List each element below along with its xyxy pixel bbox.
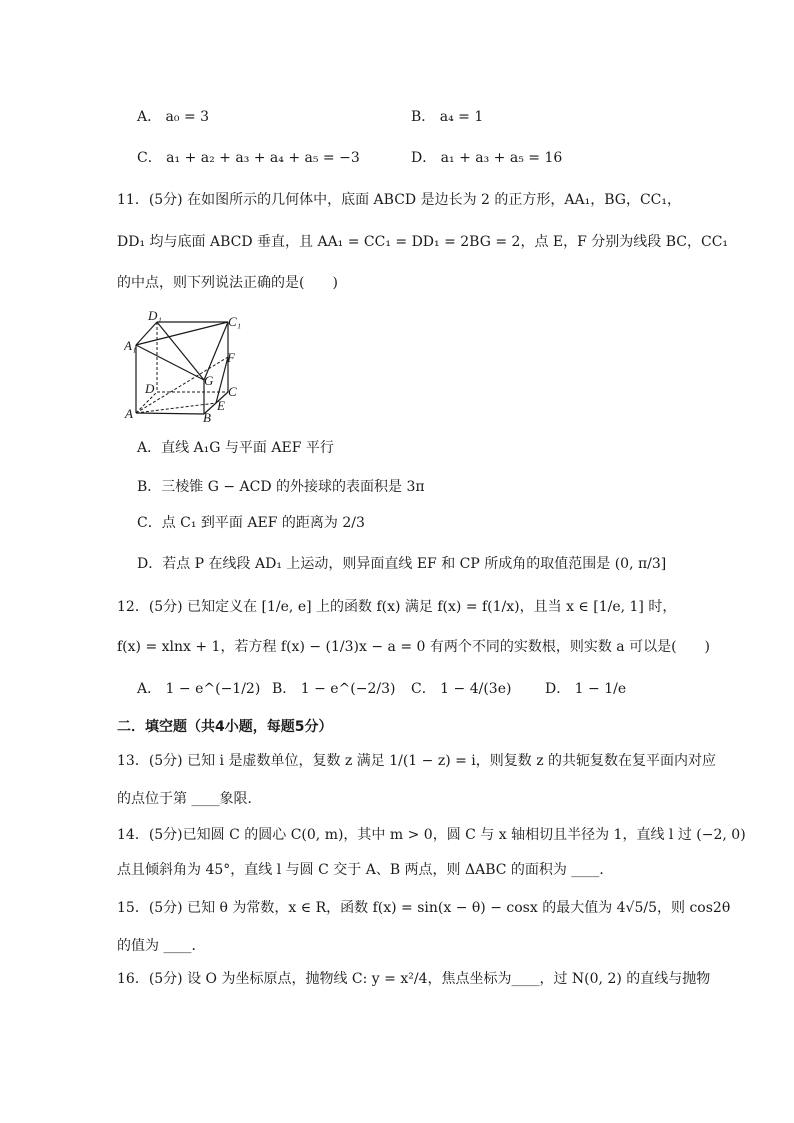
q16-stem-line1: 16．(5分) 设 O 为坐标原点，抛物线 C: y = x²/4，焦点坐标为____，过 N(0, 2) 的直线与抛物 — [117, 971, 711, 987]
q11-option-c: C．点 C₁ 到平面 AEF 的距离为 2/3 — [137, 515, 365, 531]
q14-stem-line1: 14．(5分)已知圆 C 的圆心 C(0, m)，其中 m > 0，圆 C 与 x 轴相切且半径为 1，直线 l 过 (−2, 0) — [117, 827, 746, 843]
q15-stem-line2: 的值为 ____． — [117, 938, 206, 954]
label-g: G — [204, 373, 214, 388]
q10-option-d: D． a₁ + a₃ + a₅ = 16 — [411, 150, 563, 166]
q13-stem-line2: 的点位于第 ____象限． — [117, 791, 262, 807]
label-a1: A₁ — [124, 338, 137, 353]
label-d1: D₁ — [148, 308, 162, 323]
edge-a1-c1 — [136, 322, 228, 345]
label-f: F — [227, 350, 235, 365]
q10-option-b: B． a₄ = 1 — [411, 109, 484, 125]
q12-stem-line1: 12．(5分) 已知定义在 [1/e, e] 上的函数 f(x) 满足 f(x) = f(1/x)，且当 x ∈ [1/e, 1] 时， — [117, 599, 677, 615]
q11-option-a: A．直线 A₁G 与平面 AEF 平行 — [137, 440, 334, 456]
section-fill-in-title: 二．填空题（共4小题，每题5分） — [117, 719, 333, 735]
label-c: C — [228, 384, 237, 399]
q14-stem-line2: 点且倾斜角为 45°，直线 l 与圆 C 交于 A、B 两点，则 ΔABC 的面积为 ____． — [117, 862, 614, 878]
edge-d1-g — [157, 322, 204, 380]
edge-a-b — [136, 413, 204, 414]
q10-option-c: C． a₁ + a₂ + a₃ + a₄ + a₅ = −3 — [137, 150, 360, 166]
q11-option-d: D．若点 P 在线段 AD₁ 上运动，则异面直线 EF 和 CP 所成角的取值范围是 (0, π/3] — [137, 556, 667, 572]
q11-geometry-figure — [124, 304, 249, 422]
edge-a1-g — [136, 345, 204, 380]
label-d: D — [145, 381, 155, 396]
q12-option-a: A． 1 − e^(−1/2) — [137, 681, 261, 697]
q12-stem-line2: f(x) = xlnx + 1，若方程 f(x) − (1/3)x − a = 0 有两个不同的实数根，则实数 a 可以是( ) — [117, 639, 711, 655]
label-e: E — [217, 398, 225, 413]
q10-option-a: A． a₀ = 3 — [137, 109, 210, 125]
edge-a1-d1 — [136, 322, 157, 345]
q11-option-b: B．三棱锥 G − ACD 的外接球的表面积是 3π — [137, 479, 425, 495]
label-a: A — [125, 406, 133, 421]
q11-stem-line2: DD₁ 均与底面 ABCD 垂直，且 AA₁ = CC₁ = DD₁ = 2BG = 2，点 E，F 分别为线段 BC，CC₁ — [117, 234, 729, 250]
q12-option-c: C． 1 − 4/(3e) — [411, 681, 512, 697]
q11-stem-line1: 11．(5分) 在如图所示的几何体中，底面 ABCD 是边长为 2 的正方形，AA₁，BG，CC₁， — [117, 192, 681, 208]
q15-stem-line1: 15．(5分) 已知 θ 为常数，x ∈ R，函数 f(x) = sin(x − θ) − cosx 的最大值为 4√5/5，则 cos2θ — [117, 900, 731, 916]
q11-stem-line3: 的中点，则下列说法正确的是( ) — [117, 275, 338, 291]
label-c1: C₁ — [228, 314, 242, 329]
q12-option-d: D． 1 − 1/e — [545, 681, 627, 697]
label-b: B — [203, 410, 211, 422]
q13-stem-line1: 13．(5分) 已知 i 是虚数单位，复数 z 满足 1/(1 − z) = i，则复数 z 的共轭复数在复平面内对应 — [117, 753, 717, 769]
q12-option-b: B． 1 − e^(−2/3) — [272, 681, 396, 697]
